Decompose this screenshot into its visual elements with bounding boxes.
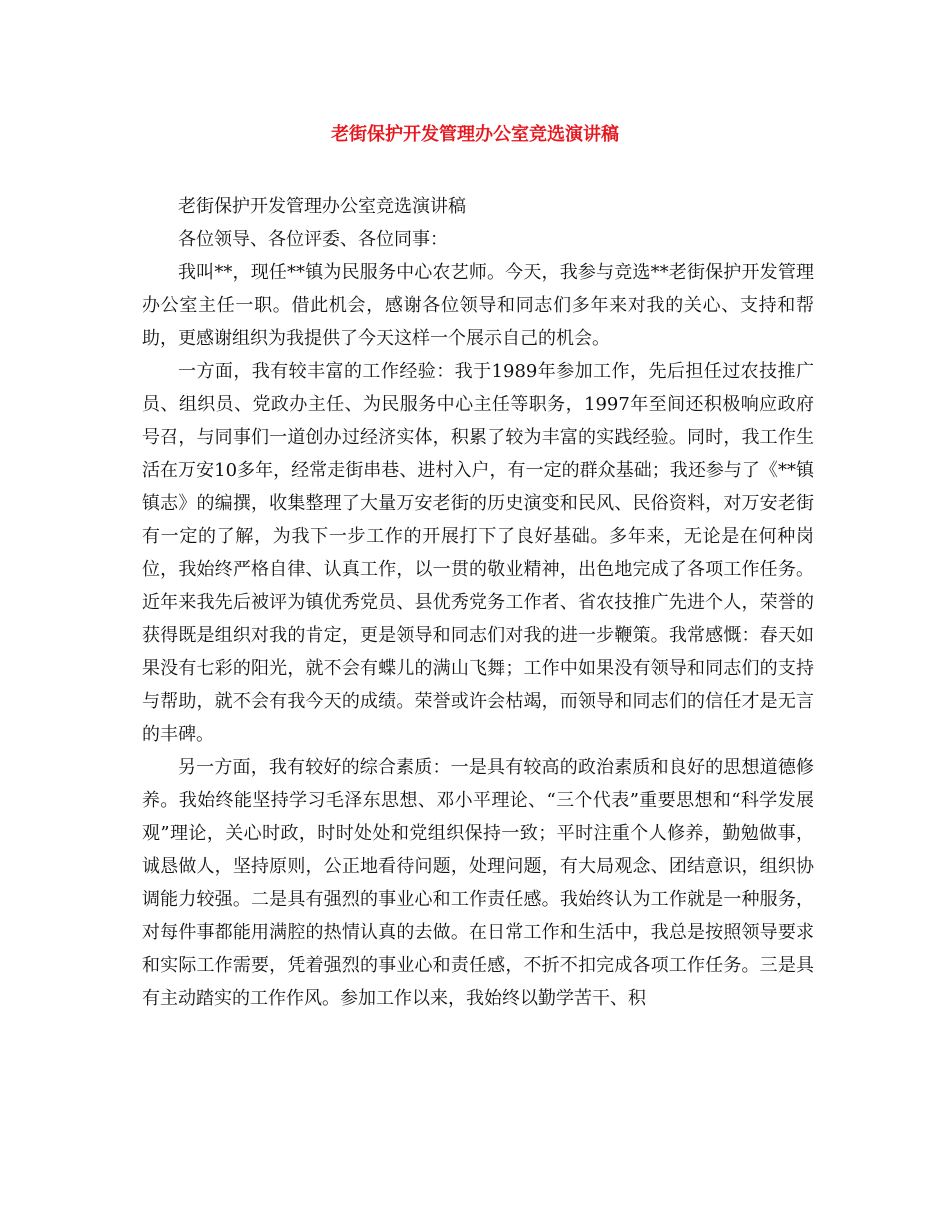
paragraph-qualities: 另一方面，我有较好的综合素质：一是具有较高的政治素质和良好的思想道德修养。我始终能坚持学习毛泽东思想、邓小平理论、“三个代表”重要思想和“科学发展观”理论，关心时政，时时处处和党组织保持一致；平时注重个人修养，勤勉做事，诚恳做人，坚持原则，公正地看待问题，处理问题，有大局观念、团结意识，组织协调能力较强。二是具有强烈的事业心和工作责任感。我始终认为工作就是一种服务，对每件事都能用满腔的热情认真的去做。在日常工作和生活中，我总是按照领导要求和实际工作需要，凭着强烈的事业心和责任感，不折不扣完成各项工作任务。三是具有主动踏实的工作作风。参加工作以来，我始终以勤学苦干、积 bbox=[142, 757, 814, 1009]
salutation: 各位领导、各位评委、各位同事： bbox=[178, 229, 448, 250]
paragraph-introduction: 我叫**，现任**镇为民服务中心农艺师。今天，我参与竞选**老街保护开发管理办公室主任一职。借此机会，感谢各位领导和同志们多年来对我的关心、支持和帮助，更感谢组织为我提供了今天这样一个展示自己的机会。 bbox=[142, 262, 814, 349]
document-title: 老街保护开发管理办公室竞选演讲稿 bbox=[331, 124, 619, 145]
paragraph-experience: 一方面，我有较丰富的工作经验：我于1989年参加工作，先后担任过农技推广员、组织员、党政办主任、为民服务中心主任等职务，1997年至间还积极响应政府号召，与同事们一道创办过经济实体，积累了较为丰富的实践经验。同时，我工作生活在万安10多年，经常走街串巷、进村入户，有一定的群众基础；我还参与了《**镇镇志》的编撰，收集整理了大量万安老街的历史演变和民风、民俗资料，对万安老街有一定的了解，为我下一步工作的开展打下了良好基础。多年来，无论是在何种岗位，我始终严格自律、认真工作，以一贯的敬业精神，出色地完成了各项工作任务。近年来我先后被评为镇优秀党员、县优秀党务工作者、省农技推广先进个人，荣誉的获得既是组织对我的肯定，更是领导和同志们对我的进一步鞭策。我常感慨：春天如果没有七彩的阳光，就不会有蝶儿的满山飞舞；工作中如果没有领导和同志们的支持与帮助，就不会有我今天的成绩。荣誉或许会枯竭，而领导和同志们的信任才是无言的丰碑。 bbox=[142, 361, 814, 745]
body-heading-line: 老街保护开发管理办公室竞选演讲稿 bbox=[178, 196, 466, 217]
document-body bbox=[142, 190, 814, 1015]
